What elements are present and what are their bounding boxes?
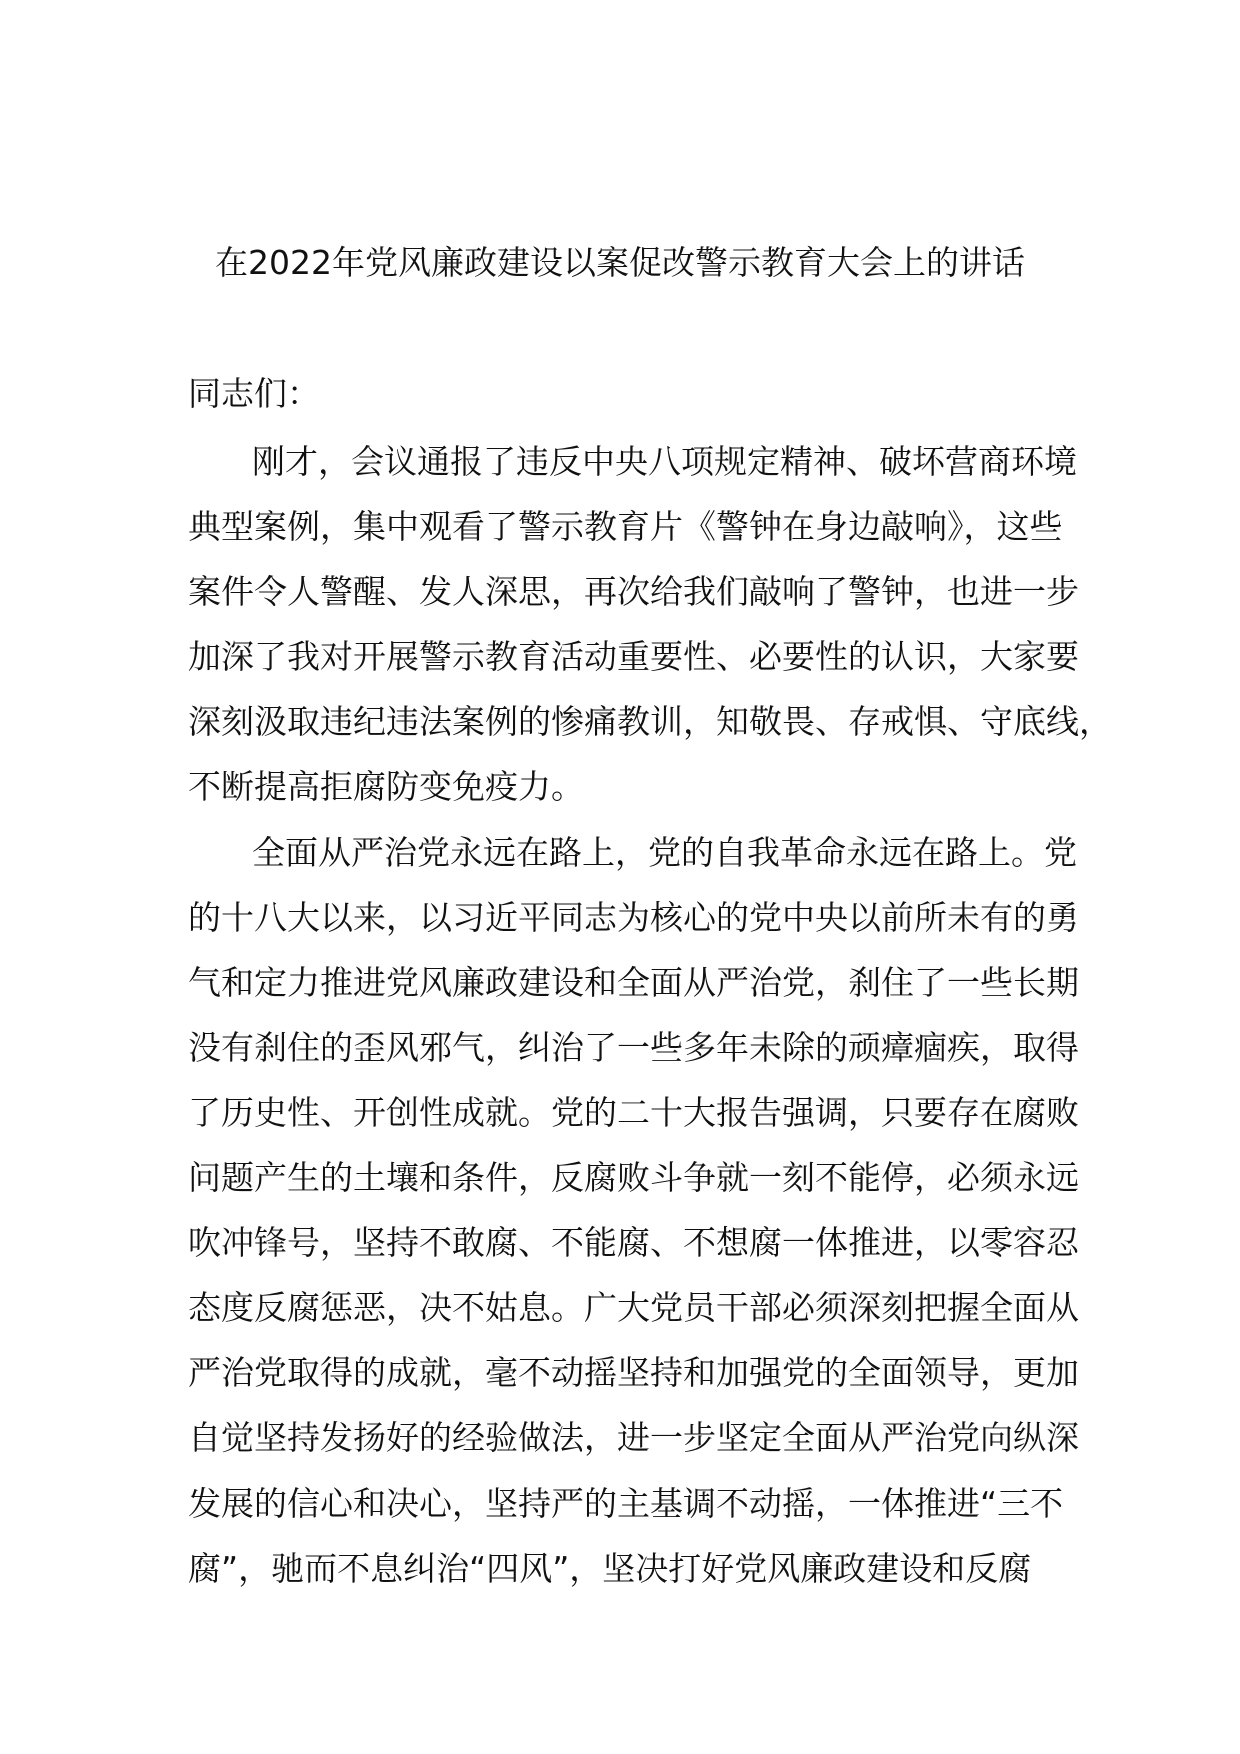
text-line: 严治党取得的成就，毫不动摇坚持和加强党的全面领导，更加 <box>188 1353 1079 1393</box>
text-line: 全面从严治党永远在路上，党的自我革命永远在路上。党 <box>252 832 1077 872</box>
text-line: 的十八大以来，以习近平同志为核心的党中央以前所未有的勇 <box>188 897 1079 937</box>
text-line: 气和定力推进党风廉政建设和全面从严治党，刹住了一些长期 <box>188 962 1079 1002</box>
text-line: 自觉坚持发扬好的经验做法，进一步坚定全面从严治党向纵深 <box>188 1418 1079 1458</box>
text-line: 案件令人警醒、发人深思，再次给我们敲响了警钟，也进一步 <box>188 572 1079 612</box>
text-line: 刚才，会议通报了违反中央八项规定精神、破坏营商环境 <box>252 442 1077 481</box>
text-line: 问题产生的土壤和条件，反腐败斗争就一刻不能停，必须永远 <box>188 1158 1079 1198</box>
text-line: 不断提高拒腐防变免疫力。 <box>188 767 584 807</box>
text-line: 没有刹住的歪风邪气，纠治了一些多年未除的顽瘴痼疾，取得 <box>188 1027 1079 1067</box>
text-line: 深刻汲取违纪违法案例的惨痛教训，知敬畏、存戒惧、守底线， <box>188 702 1112 742</box>
document-title: 在2022年党风廉政建设以案促改警示教育大会上的讲话 <box>215 243 1025 282</box>
text-line: 了历史性、开创性成就。党的二十大报告强调，只要存在腐败 <box>188 1092 1079 1132</box>
text-line: 腐”，驰而不息纠治“四风”，坚决打好党风廉政建设和反腐 <box>188 1548 1032 1588</box>
text-line: 发展的信心和决心，坚持严的主基调不动摇，一体推进“三不 <box>188 1483 1064 1523</box>
text-line: 吹冲锋号，坚持不敢腐、不能腐、不想腐一体推进，以零容忍 <box>188 1223 1079 1263</box>
text-line: 加深了我对开展警示教育活动重要性、必要性的认识，大家要 <box>188 637 1079 677</box>
text-line: 态度反腐惩恶，决不姑息。广大党员干部必须深刻把握全面从 <box>188 1288 1079 1328</box>
body-text <box>188 429 1112 1601</box>
salutation: 同志们： <box>188 374 320 413</box>
text-line: 典型案例，集中观看了警示教育片《警钟在身边敲响》，这些 <box>188 507 1063 547</box>
